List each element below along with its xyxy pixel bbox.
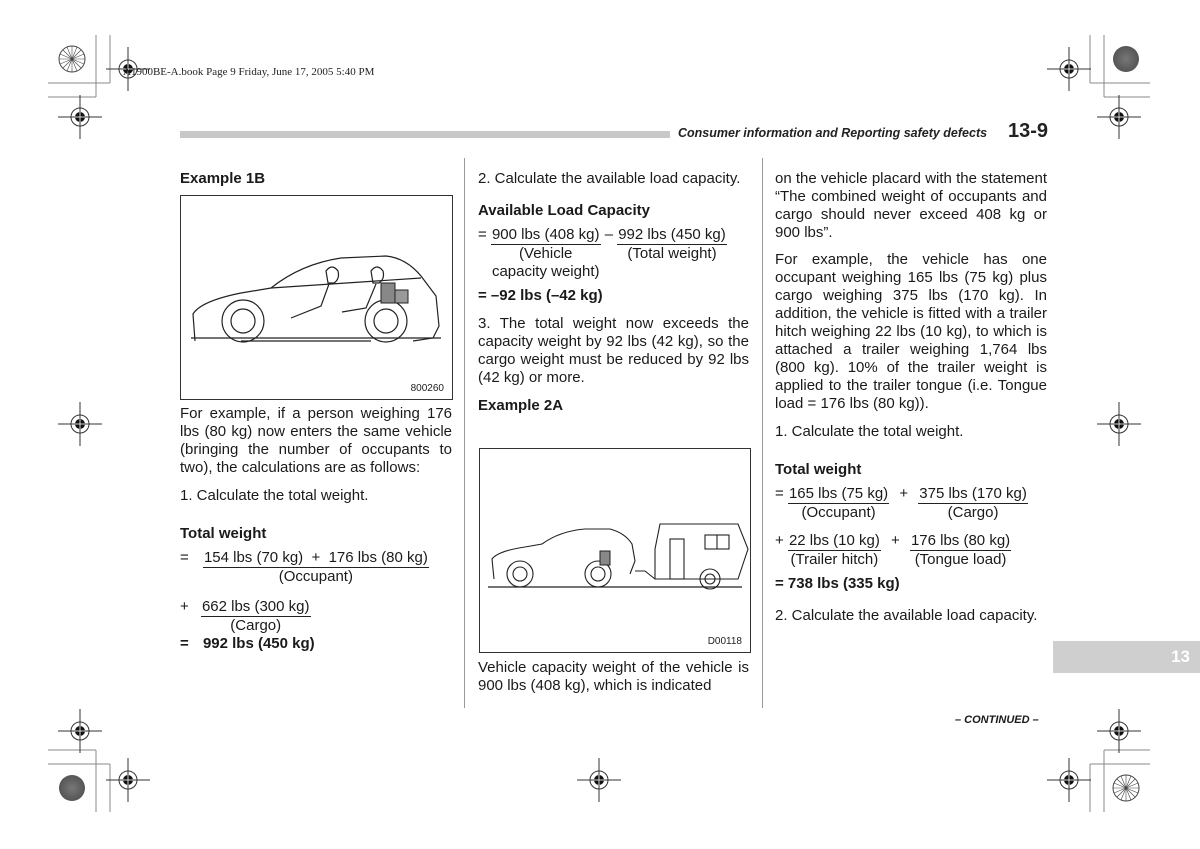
step-1: 1. Calculate the total weight. — [180, 487, 369, 504]
step-1: 1. Calculate the total weight. — [775, 423, 964, 440]
car-towing-trailer-illustration — [480, 449, 750, 652]
step-2: 2. Calculate the available load capacity. — [478, 170, 741, 187]
capacity-result: = –92 lbs (–42 kg) — [478, 287, 603, 304]
step-2: 2. Calculate the available load capacity. — [775, 607, 1038, 624]
figure-example-1b — [180, 195, 453, 400]
vehicle-capacity-term: 900 lbs (408 kg) — [491, 226, 600, 243]
column-1 — [180, 170, 452, 188]
column-2 — [478, 170, 749, 415]
available-load-heading: Available Load Capacity — [478, 202, 651, 219]
header-rule — [180, 131, 670, 138]
total-weight-term: 992 lbs (450 kg) — [618, 226, 726, 243]
example-1b-heading: Example 1B — [180, 170, 266, 187]
print-info-line: A1900BE-A.book Page 9 Friday, June 17, 2005 5:40 PM — [123, 66, 375, 78]
page-number: 13-9 — [1008, 120, 1049, 142]
section-title: Consumer information and Reporting safety defects — [678, 126, 988, 140]
column-divider-2 — [762, 158, 763, 708]
paragraph-1: on the vehicle placard with the statement “The combined weight of occupants and cargo should never exceed 408 kg or 900 lbs”. — [775, 170, 1047, 241]
figure-example-2a — [479, 448, 751, 653]
chapter-tab — [1053, 641, 1200, 673]
calc-row-1: = $\frac{\text{165 lbs (75 kg)}}{\text{(Occupant)}}$ + $\frac{\text{375 lbs (170 kg)}}{\text{(Cargo)}}$ — [775, 485, 1027, 521]
figure-code: 800260 — [410, 383, 444, 394]
example-2a-heading: Example 2A — [478, 397, 564, 414]
column-divider-1 — [464, 158, 465, 708]
continued-note: – CONTINUED – — [955, 714, 1039, 726]
calc-result: = 738 lbs (335 kg) — [775, 575, 900, 592]
occupant-label: (Occupant) — [278, 568, 353, 585]
total-weight-heading: Total weight — [180, 525, 267, 542]
paragraph: For example, if a person weighing 176 lbs (80 kg) now enters the same vehicle (bringing the number of occupants to two), the calculations are as follows: — [180, 405, 452, 476]
step-3: 3. The total weight now exceeds the capacity weight by 92 lbs (42 kg), so the cargo weight must be reduced by 92 lbs (42 kg) or more. — [478, 315, 749, 386]
paragraph: Vehicle capacity weight of the vehicle is 900 lbs (408 kg), which is indicated — [478, 659, 749, 694]
column-2-tail — [478, 659, 749, 695]
car-occupants-illustration — [181, 196, 452, 399]
calc-line-1: = $\frac{\text{154 lbs (70 kg) + 176 lbs (80 kg)}}{\text{(Occupant)}}$ — [180, 549, 428, 585]
column-3 — [775, 170, 1047, 625]
cargo-label: (Cargo) — [230, 617, 282, 634]
calc-result: = 992 lbs (450 kg) — [180, 635, 315, 652]
figure-code: D00118 — [707, 636, 742, 647]
total-weight-heading: Total weight — [775, 461, 862, 478]
cargo-term: 662 lbs (300 kg) — [201, 598, 310, 615]
capacity-calc: = 900 lbs (408 kg) (Vehicle capacity weight) – $\frac{\text{992 lbs (450 kg)}}{\text{(Total weight)}}$ — [478, 226, 726, 280]
paragraph-2: For example, the vehicle has one occupant weighing 165 lbs (75 kg) plus cargo weighing 375 lbs (170 kg). In addition, the vehicle is fitted with a trailer hitch weighing 22 lbs (10 kg), to which is attached a trailer weighing 1,764 lbs (800 kg). 10% of the trailer weight is applied to the trailer tongue (i.e. Tongue load = 176 lbs (80 kg)). — [775, 251, 1047, 412]
calc-row-2: + $\frac{\text{22 lbs (10 kg)}}{\text{(Trailer hitch)}}$ + $\frac{\text{176 lbs (80 kg)}}{\text{(Tongue load)}}$ — [775, 532, 1011, 568]
chapter-tab-label: 13 — [1171, 647, 1190, 666]
calc-line-2: + $\frac{\text{662 lbs (300 kg)}}{\text{(Cargo)}}$ — [180, 598, 310, 634]
column-1-body — [180, 405, 452, 653]
occupant-terms: 154 lbs (70 kg) + 176 lbs (80 kg) — [203, 549, 428, 566]
